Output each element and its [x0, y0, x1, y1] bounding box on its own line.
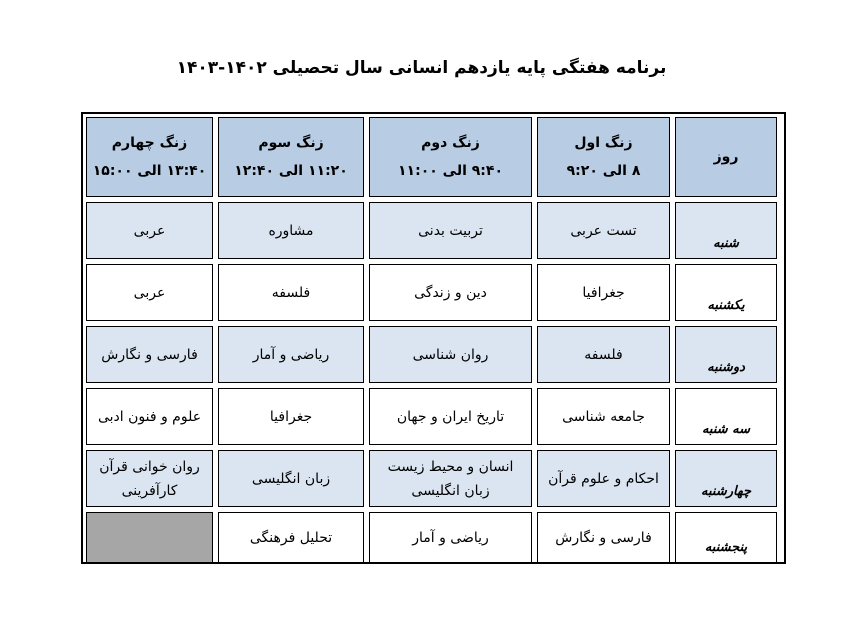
class-cell	[369, 450, 532, 507]
subject-line: تربیت بدنی	[418, 222, 483, 239]
class-cell	[537, 512, 670, 563]
header-period-1	[537, 117, 670, 197]
empty-class-cell	[86, 512, 213, 563]
header-period-3	[218, 117, 364, 197]
class-cell	[86, 326, 213, 383]
class-cell	[369, 264, 532, 321]
schedule-grid	[86, 117, 777, 563]
class-cell	[86, 450, 213, 507]
schedule-table	[81, 112, 786, 564]
class-cell	[537, 450, 670, 507]
subject-line: علوم و فنون ادبی	[97, 408, 202, 425]
subject-line: ریاضی و آمار	[252, 346, 330, 363]
class-cell	[218, 202, 364, 259]
subject-line: تست عربی	[570, 222, 637, 239]
class-cell	[537, 388, 670, 445]
period-name: زنگ سوم	[258, 135, 324, 151]
period-name: زنگ چهارم	[111, 135, 188, 151]
subject-line: فلسفه	[584, 346, 623, 363]
subject-line: کارآفرینی	[121, 482, 178, 499]
subject-line: تحلیل فرهنگی	[249, 529, 333, 546]
subject-line: جامعه شناسی	[562, 408, 645, 425]
page-title: برنامه هفتگی پایه یازدهم انسانی سال تحصیلی ۱۴۰۲-۱۴۰۳	[176, 58, 667, 78]
class-cell	[369, 512, 532, 563]
period-name: زنگ اول	[574, 135, 633, 151]
subject-line: روان خوانی قرآن	[99, 458, 200, 475]
day-cell-thursday: پنجشنبه	[675, 512, 777, 563]
class-cell	[537, 202, 670, 259]
day-cell-tuesday: سه شنبه	[675, 388, 777, 445]
period-time: ۸ الی ۹:۲۰	[566, 163, 641, 179]
day-cell-sunday: یکشنبه	[675, 264, 777, 321]
subject-line: روان شناسی	[412, 346, 489, 363]
subject-line: زبان انگلیسی	[411, 482, 490, 499]
class-cell	[537, 264, 670, 321]
class-cell	[369, 202, 532, 259]
period-time: ۱۱:۲۰ الی ۱۲:۴۰	[234, 163, 348, 179]
class-cell	[86, 202, 213, 259]
class-cell	[369, 388, 532, 445]
class-cell	[218, 388, 364, 445]
subject-line: ریاضی و آمار	[412, 529, 489, 546]
subject-line: مشاوره	[268, 222, 314, 239]
period-time: ۹:۴۰ الی ۱۱:۰۰	[398, 163, 503, 179]
period-time: ۱۳:۴۰ الی ۱۵:۰۰	[92, 163, 207, 179]
day-cell-saturday: شنبه	[675, 202, 777, 259]
class-cell	[218, 326, 364, 383]
class-cell	[218, 512, 364, 563]
subject-line: عربی	[133, 284, 166, 301]
header-period-4	[86, 117, 213, 197]
subject-line: فارسی و نگارش	[555, 529, 652, 546]
period-name: زنگ دوم	[421, 135, 480, 151]
header-period-2	[369, 117, 532, 197]
subject-line: زبان انگلیسی	[251, 470, 331, 487]
class-cell	[218, 450, 364, 507]
subject-line: انسان و محیط زیست	[387, 458, 514, 475]
subject-line: جغرافیا	[269, 408, 313, 425]
subject-line: جغرافیا	[582, 284, 625, 301]
day-cell-wednesday: چهارشنبه	[675, 450, 777, 507]
subject-line: احکام و علوم قرآن	[548, 470, 659, 487]
class-cell	[218, 264, 364, 321]
class-cell	[537, 326, 670, 383]
header-day-cell: روز	[675, 117, 777, 197]
subject-line: عربی	[133, 222, 166, 239]
day-cell-monday: دوشنبه	[675, 326, 777, 383]
subject-line: فلسفه	[271, 284, 311, 301]
subject-line: دین و زندگی	[414, 284, 487, 301]
subject-line: فارسی و نگارش	[101, 346, 198, 363]
subject-line: تاریخ ایران و جهان	[396, 408, 505, 425]
class-cell	[86, 388, 213, 445]
class-cell	[369, 326, 532, 383]
class-cell	[86, 264, 213, 321]
